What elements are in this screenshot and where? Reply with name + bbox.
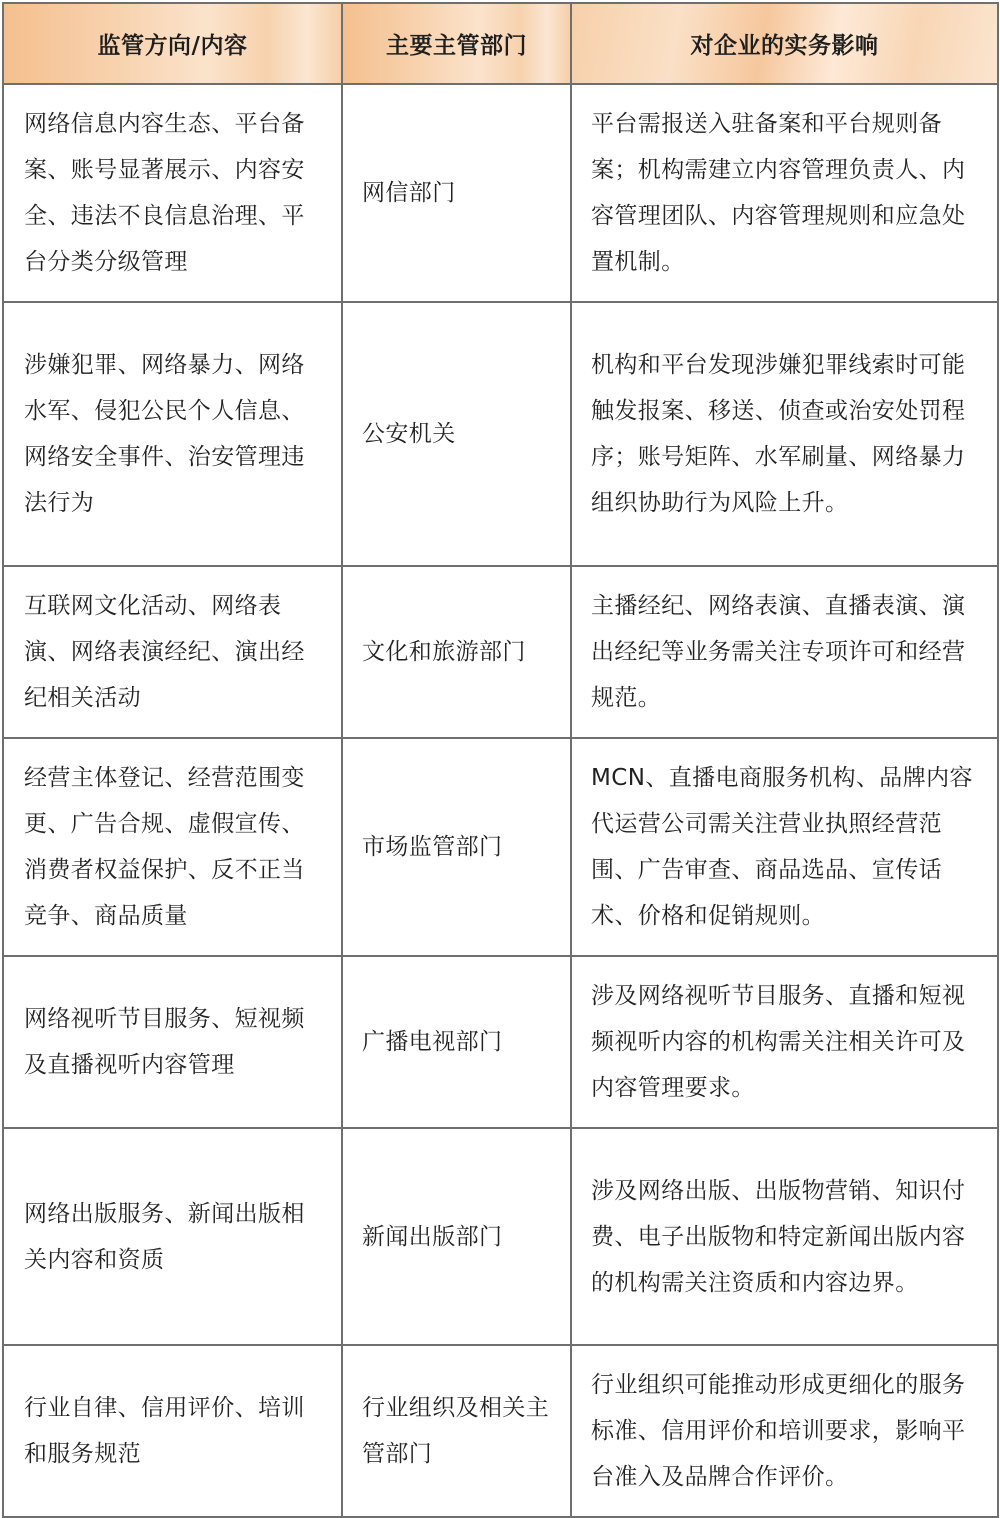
cell-direction: 互联网文化活动、网络表演、网络表演经纪、演出经纪相关活动 <box>3 566 342 738</box>
cell-impact: 机构和平台发现涉嫌犯罪线索时可能触发报案、移送、侦查或治安处罚程序；账号矩阵、水军刷量、网络暴力组织协助行为风险上升。 <box>571 302 998 566</box>
cell-impact: 涉及网络出版、出版物营销、知识付费、电子出版物和特定新闻出版内容的机构需关注资质和内容边界。 <box>571 1128 998 1345</box>
cell-impact: 行业组织可能推动形成更细化的服务标准、信用评价和培训要求，影响平台准入及品牌合作评价。 <box>571 1345 998 1517</box>
header-impact: 对企业的实务影响 <box>571 3 998 84</box>
table-row <box>3 738 998 956</box>
table-row <box>3 1128 998 1345</box>
header-direction: 监管方向/内容 <box>3 3 342 84</box>
regulation-table <box>2 2 999 1518</box>
cell-department: 网信部门 <box>342 84 571 302</box>
cell-direction: 涉嫌犯罪、网络暴力、网络水军、侵犯公民个人信息、网络安全事件、治安管理违法行为 <box>3 302 342 566</box>
cell-impact: MCN、直播电商服务机构、品牌内容代运营公司需关注营业执照经营范围、广告审查、商品选品、宣传话术、价格和促销规则。 <box>571 738 998 956</box>
cell-department: 公安机关 <box>342 302 571 566</box>
cell-direction: 网络信息内容生态、平台备案、账号显著展示、内容安全、违法不良信息治理、平台分类分级管理 <box>3 84 342 302</box>
cell-impact: 主播经纪、网络表演、直播表演、演出经纪等业务需关注专项许可和经营规范。 <box>571 566 998 738</box>
table-row <box>3 566 998 738</box>
cell-department: 文化和旅游部门 <box>342 566 571 738</box>
cell-direction: 网络出版服务、新闻出版相关内容和资质 <box>3 1128 342 1345</box>
cell-direction: 网络视听节目服务、短视频及直播视听内容管理 <box>3 956 342 1128</box>
table-header-row <box>3 3 998 84</box>
cell-department: 新闻出版部门 <box>342 1128 571 1345</box>
table-row <box>3 956 998 1128</box>
table-row <box>3 1345 998 1517</box>
cell-department: 市场监管部门 <box>342 738 571 956</box>
cell-impact: 涉及网络视听节目服务、直播和短视频视听内容的机构需关注相关许可及内容管理要求。 <box>571 956 998 1128</box>
header-department: 主要主管部门 <box>342 3 571 84</box>
cell-department: 行业组织及相关主管部门 <box>342 1345 571 1517</box>
table-row <box>3 84 998 302</box>
table-row <box>3 302 998 566</box>
cell-direction: 经营主体登记、经营范围变更、广告合规、虚假宣传、消费者权益保护、反不正当竞争、商品质量 <box>3 738 342 956</box>
cell-department: 广播电视部门 <box>342 956 571 1128</box>
cell-impact: 平台需报送入驻备案和平台规则备案；机构需建立内容管理负责人、内容管理团队、内容管理规则和应急处置机制。 <box>571 84 998 302</box>
cell-direction: 行业自律、信用评价、培训和服务规范 <box>3 1345 342 1517</box>
